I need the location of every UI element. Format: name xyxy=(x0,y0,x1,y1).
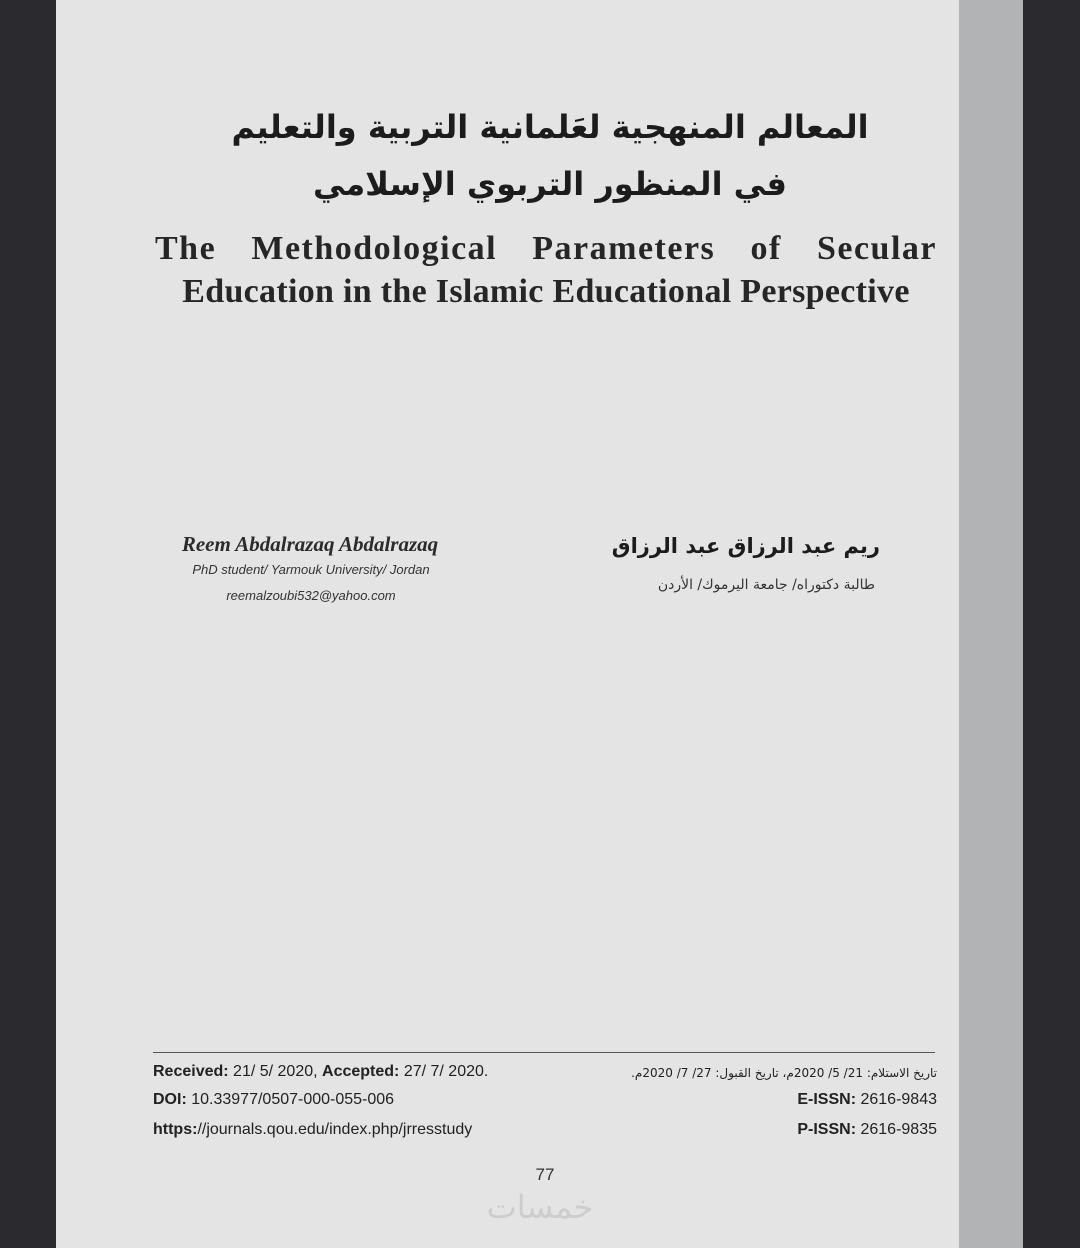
watermark-logo: خمسات xyxy=(486,1188,594,1226)
author-name-english: Reem Abdalrazaq Abdalrazaq xyxy=(181,532,439,556)
arabic-title-line-2: في المنظور التربوي الإسلامي xyxy=(312,165,787,203)
doi-value: 10.33977/0507-000-055-006 xyxy=(191,1091,395,1108)
accepted-label: Accepted: xyxy=(322,1063,400,1080)
page-number: 77 xyxy=(535,1165,555,1184)
author-email: reemalzoubi532@yahoo.com xyxy=(226,588,396,603)
received-date: 21/ 5/ 2020, xyxy=(233,1063,318,1080)
pissn-value: 2616-9835 xyxy=(860,1121,937,1138)
accepted-date: 27/ 7/ 2020. xyxy=(403,1063,489,1080)
author-affiliation-english: PhD student/ Yarmouk University/ Jordan xyxy=(192,562,430,577)
english-title-line-1: The Methodological Parameters of Secular xyxy=(155,230,937,267)
https-label: https: xyxy=(153,1121,198,1138)
author-name-arabic: ريم عبد الرزاق عبد الرزاق xyxy=(611,534,880,558)
received-label: Received: xyxy=(153,1063,229,1080)
journal-url[interactable]: //journals.qou.edu/index.php/jrresstudy xyxy=(197,1121,473,1138)
eissn-line xyxy=(797,1091,937,1109)
doi-label: DOI: xyxy=(153,1091,187,1108)
english-title-line-2: Education in the Islamic Educational Perspective xyxy=(182,273,910,310)
page-edge-shadow xyxy=(959,0,1023,1248)
pissn-line xyxy=(797,1121,937,1139)
eissn-value: 2616-9843 xyxy=(860,1091,937,1108)
doi-line xyxy=(153,1091,394,1109)
arabic-dates-line: تاريخ الاستلام: 21/ 5/ 2020م، تاريخ القبول: 27/ 7/ 2020م. xyxy=(631,1066,937,1080)
author-affiliation-arabic: طالبة دكتوراه/ جامعة اليرموك/ الأردن xyxy=(657,577,875,593)
pissn-label: P-ISSN: xyxy=(797,1121,857,1138)
received-accepted-line xyxy=(153,1063,488,1081)
arabic-title-line-1: المعالم المنهجية لعَلمانية التربية والتعليم xyxy=(231,108,869,146)
eissn-label: E-ISSN: xyxy=(797,1091,857,1108)
url-line xyxy=(153,1121,472,1139)
footer-divider xyxy=(153,1052,935,1053)
